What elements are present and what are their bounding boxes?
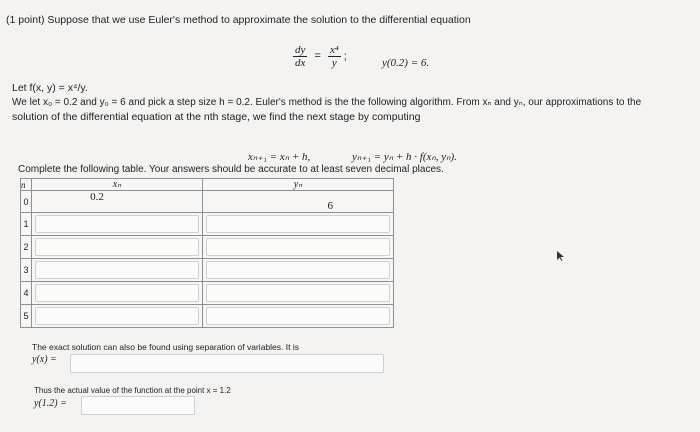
problem-intro: (1 point) Suppose that we use Euler's method to approximate the solution to the differential equation: [6, 14, 471, 26]
header-n: n: [21, 179, 32, 191]
ode-equals: =: [314, 50, 321, 63]
y4-input[interactable]: [206, 284, 390, 302]
y1-cell: [203, 213, 394, 236]
mouse-cursor-icon: [557, 248, 565, 266]
table-row: [21, 236, 394, 259]
ode-lhs-denominator: dx: [295, 57, 306, 69]
x1-cell: [32, 213, 203, 236]
table-row: [21, 191, 394, 213]
header-xn: xₙ: [32, 179, 203, 191]
table-header-row: [21, 179, 394, 191]
ode-separator: ;: [343, 50, 347, 63]
x4-cell: [32, 282, 203, 305]
row-index: 1: [21, 213, 32, 236]
row-index: 0: [21, 191, 32, 213]
y4-cell: [203, 282, 394, 305]
table-row: [21, 259, 394, 282]
x3-input[interactable]: [35, 261, 199, 279]
ode-lhs-numerator: dy: [295, 44, 306, 56]
let-statement: Let f(x, y) = x⁴/y.: [12, 82, 88, 94]
initial-condition: y(0.2) = 6.: [382, 57, 430, 69]
y2-cell: [203, 236, 394, 259]
ode-rhs-fraction: [328, 44, 341, 69]
y0-value: 6: [203, 191, 394, 213]
formula-x: xₙ₊₁ = xₙ + h,: [248, 151, 311, 163]
algorithm-line-1: We let x₀ = 0.2 and y₀ = 6 and pick a step size h = 0.2. Euler's method is the the following algorithm. From xₙ and yₙ, our approximations to the: [12, 97, 642, 108]
row-index: 5: [21, 305, 32, 328]
ode-rhs-numerator: x⁴: [329, 44, 339, 56]
row-index: 4: [21, 282, 32, 305]
y5-cell: [203, 305, 394, 328]
algorithm-line-2: solution of the differential equation at the nth stage, we find the next stage by computing: [12, 111, 421, 123]
x5-cell: [32, 305, 203, 328]
row-index: 2: [21, 236, 32, 259]
exact-solution-text: The exact solution can also be found using separation of variables. It is: [32, 342, 299, 352]
row-index: 3: [21, 259, 32, 282]
ode-lhs-fraction: [293, 44, 307, 69]
exact-solution-label: y(x) =: [32, 354, 57, 365]
x5-input[interactable]: [35, 307, 199, 325]
exact-solution-input[interactable]: [70, 354, 384, 373]
ode-equation: [293, 44, 347, 69]
x3-cell: [32, 259, 203, 282]
formula-y: yₙ₊₁ = yₙ + h · f(xₙ, yₙ).: [352, 151, 457, 163]
actual-value-text: Thus the actual value of the function at the point x = 1.2: [34, 386, 231, 395]
y3-cell: [203, 259, 394, 282]
euler-table: [20, 178, 394, 328]
actual-value-input[interactable]: [81, 396, 195, 415]
y5-input[interactable]: [206, 307, 390, 325]
y3-input[interactable]: [206, 261, 390, 279]
table-row: [21, 282, 394, 305]
header-yn: yₙ: [203, 179, 394, 191]
y1-input[interactable]: [206, 215, 390, 233]
table-row: [21, 305, 394, 328]
complete-instruction: Complete the following table. Your answers should be accurate to at least seven decimal places.: [18, 164, 444, 175]
ode-rhs-denominator: y: [331, 57, 337, 69]
x2-input[interactable]: [35, 238, 199, 256]
y2-input[interactable]: [206, 238, 390, 256]
actual-value-label: y(1.2) =: [34, 398, 67, 409]
table-row: [21, 213, 394, 236]
x1-input[interactable]: [35, 215, 199, 233]
x4-input[interactable]: [35, 284, 199, 302]
x2-cell: [32, 236, 203, 259]
x0-value: 0.2: [32, 191, 203, 213]
